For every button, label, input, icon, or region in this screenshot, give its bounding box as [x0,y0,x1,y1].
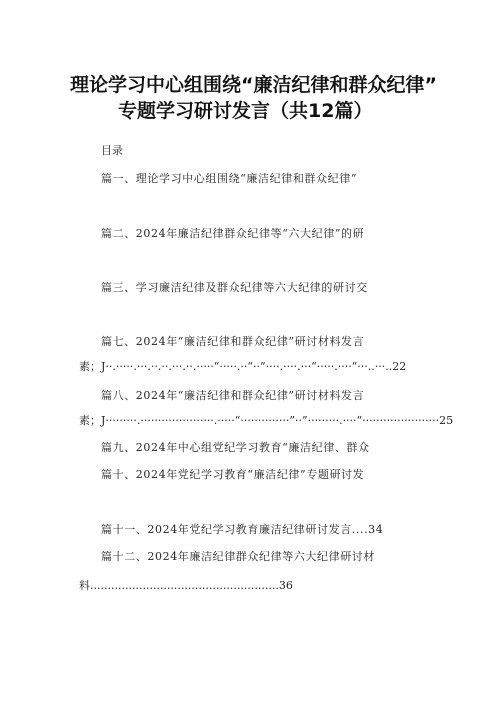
toc-entry-12[interactable]: 篇十二、2024年廉洁纪律群众纪律等六大纪律研讨材 [101,550,375,563]
toc-entry-12-cont[interactable]: 料......................................................36 [79,579,293,592]
toc-entry-2[interactable]: 篇二、2024年廉洁纪律群众纪律等“六大纪律”的研 [101,227,365,240]
toc-heading: 目录 [101,144,123,157]
toc-entry-8-cont[interactable]: 素；J·········.·····················.·····“··············”··”·········.····“······················25 [79,414,454,427]
document-title-line1: 理论学习中心组围绕“廉洁纪律和群众纪律” [70,74,437,96]
toc-entry-7[interactable]: 篇七、2024年“廉洁纪律和群众纪律”研讨材料发言 [101,335,365,348]
toc-entry-8[interactable]: 篇八、2024年“廉洁纪律和群众纪律”研讨材料发言 [101,389,365,402]
toc-entry-11[interactable]: 篇十一、2024年党纪学习教育廉洁纪律研讨发言....34 [101,523,384,536]
toc-entry-1[interactable]: 篇一、理论学习中心组围绕“廉洁纪律和群众纪律” [101,172,358,185]
document-title-line2: 专题学习研讨发言（共12篇） [118,100,373,122]
toc-entry-7-cont[interactable]: 素；J··.·····.···.··.··.···.··.·····“·····.··“··”····.····.···“·····.····“···..···..22 [79,360,407,373]
toc-entry-10[interactable]: 篇十、2024年党纪学习教育“廉洁纪律”专题研讨发 [101,468,365,481]
toc-entry-9[interactable]: 篇九、2024年中心组党纪学习教育“廉洁纪律、群众 [101,441,370,454]
toc-entry-3[interactable]: 篇三、学习廉洁纪律及群众纪律等六大纪律的研讨交 [101,281,368,294]
